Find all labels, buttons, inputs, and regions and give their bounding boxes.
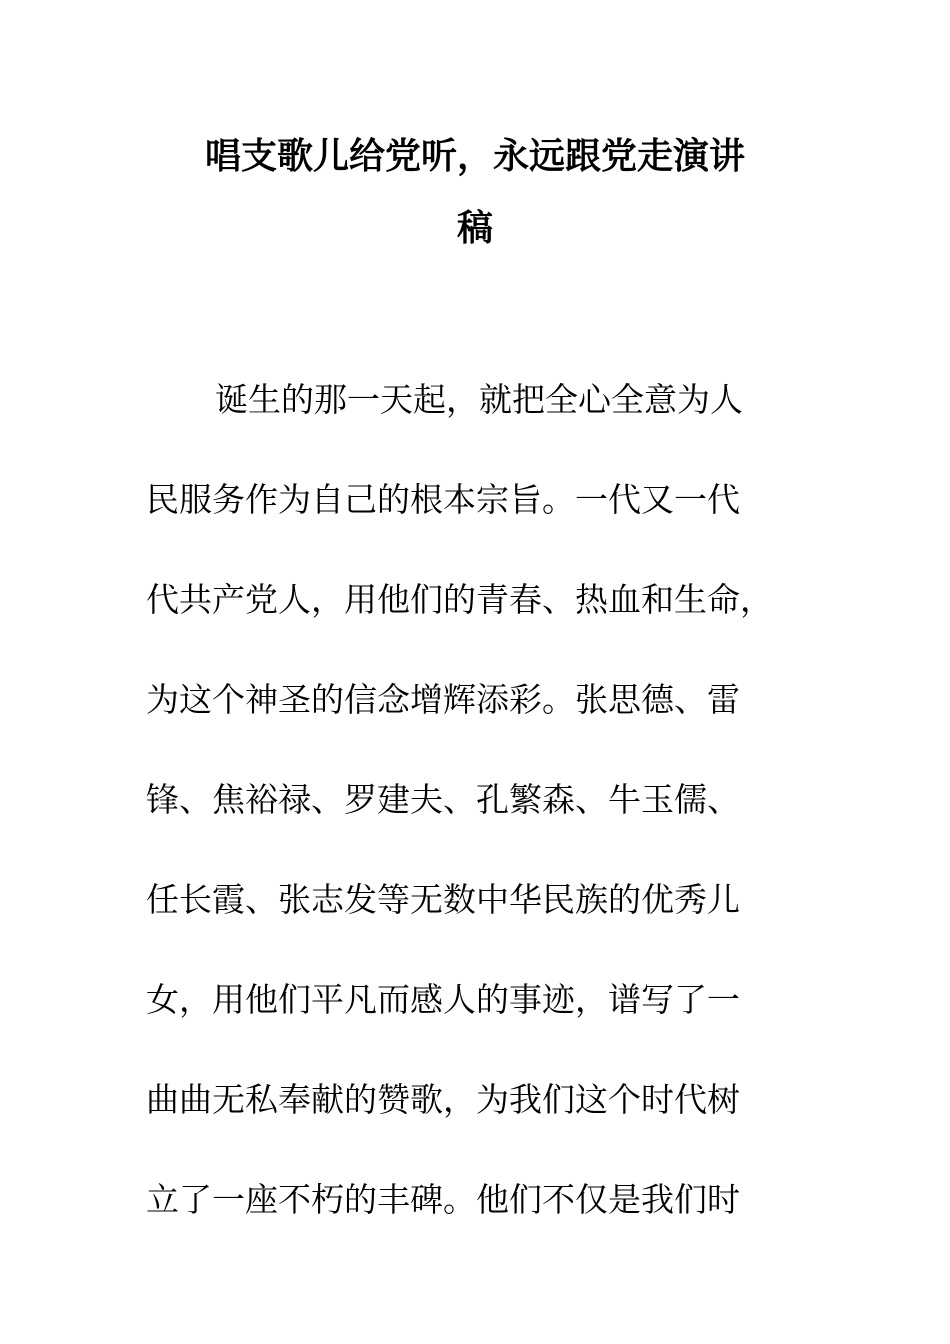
body-line-3: 代共产党人，用他们的青春、热血和生命，: [146, 580, 773, 619]
body-line-5: 锋、焦裕禄、罗建夫、孔繁森、牛玉儒、: [146, 780, 740, 819]
body-line-1: 诞生的那一天起，就把全心全意为人: [215, 380, 743, 419]
body-line-6: 任长霞、张志发等无数中华民族的优秀儿: [146, 880, 740, 919]
body-line-4: 为这个神圣的信念增辉添彩。张思德、雷: [146, 680, 740, 719]
body-line-9: 立了一座不朽的丰碑。他们不仅是我们时: [146, 1180, 740, 1219]
document-title-line-2: 稿: [456, 207, 493, 249]
body-line-8: 曲曲无私奉献的赞歌，为我们这个时代树: [146, 1080, 740, 1119]
body-line-2: 民服务作为自己的根本宗旨。一代又一代: [146, 480, 740, 519]
document-title-line-1: 唱支歌儿给党听，永远跟党走演讲: [204, 135, 745, 177]
body-line-7: 女，用他们平凡而感人的事迹，谱写了一: [146, 980, 740, 1019]
